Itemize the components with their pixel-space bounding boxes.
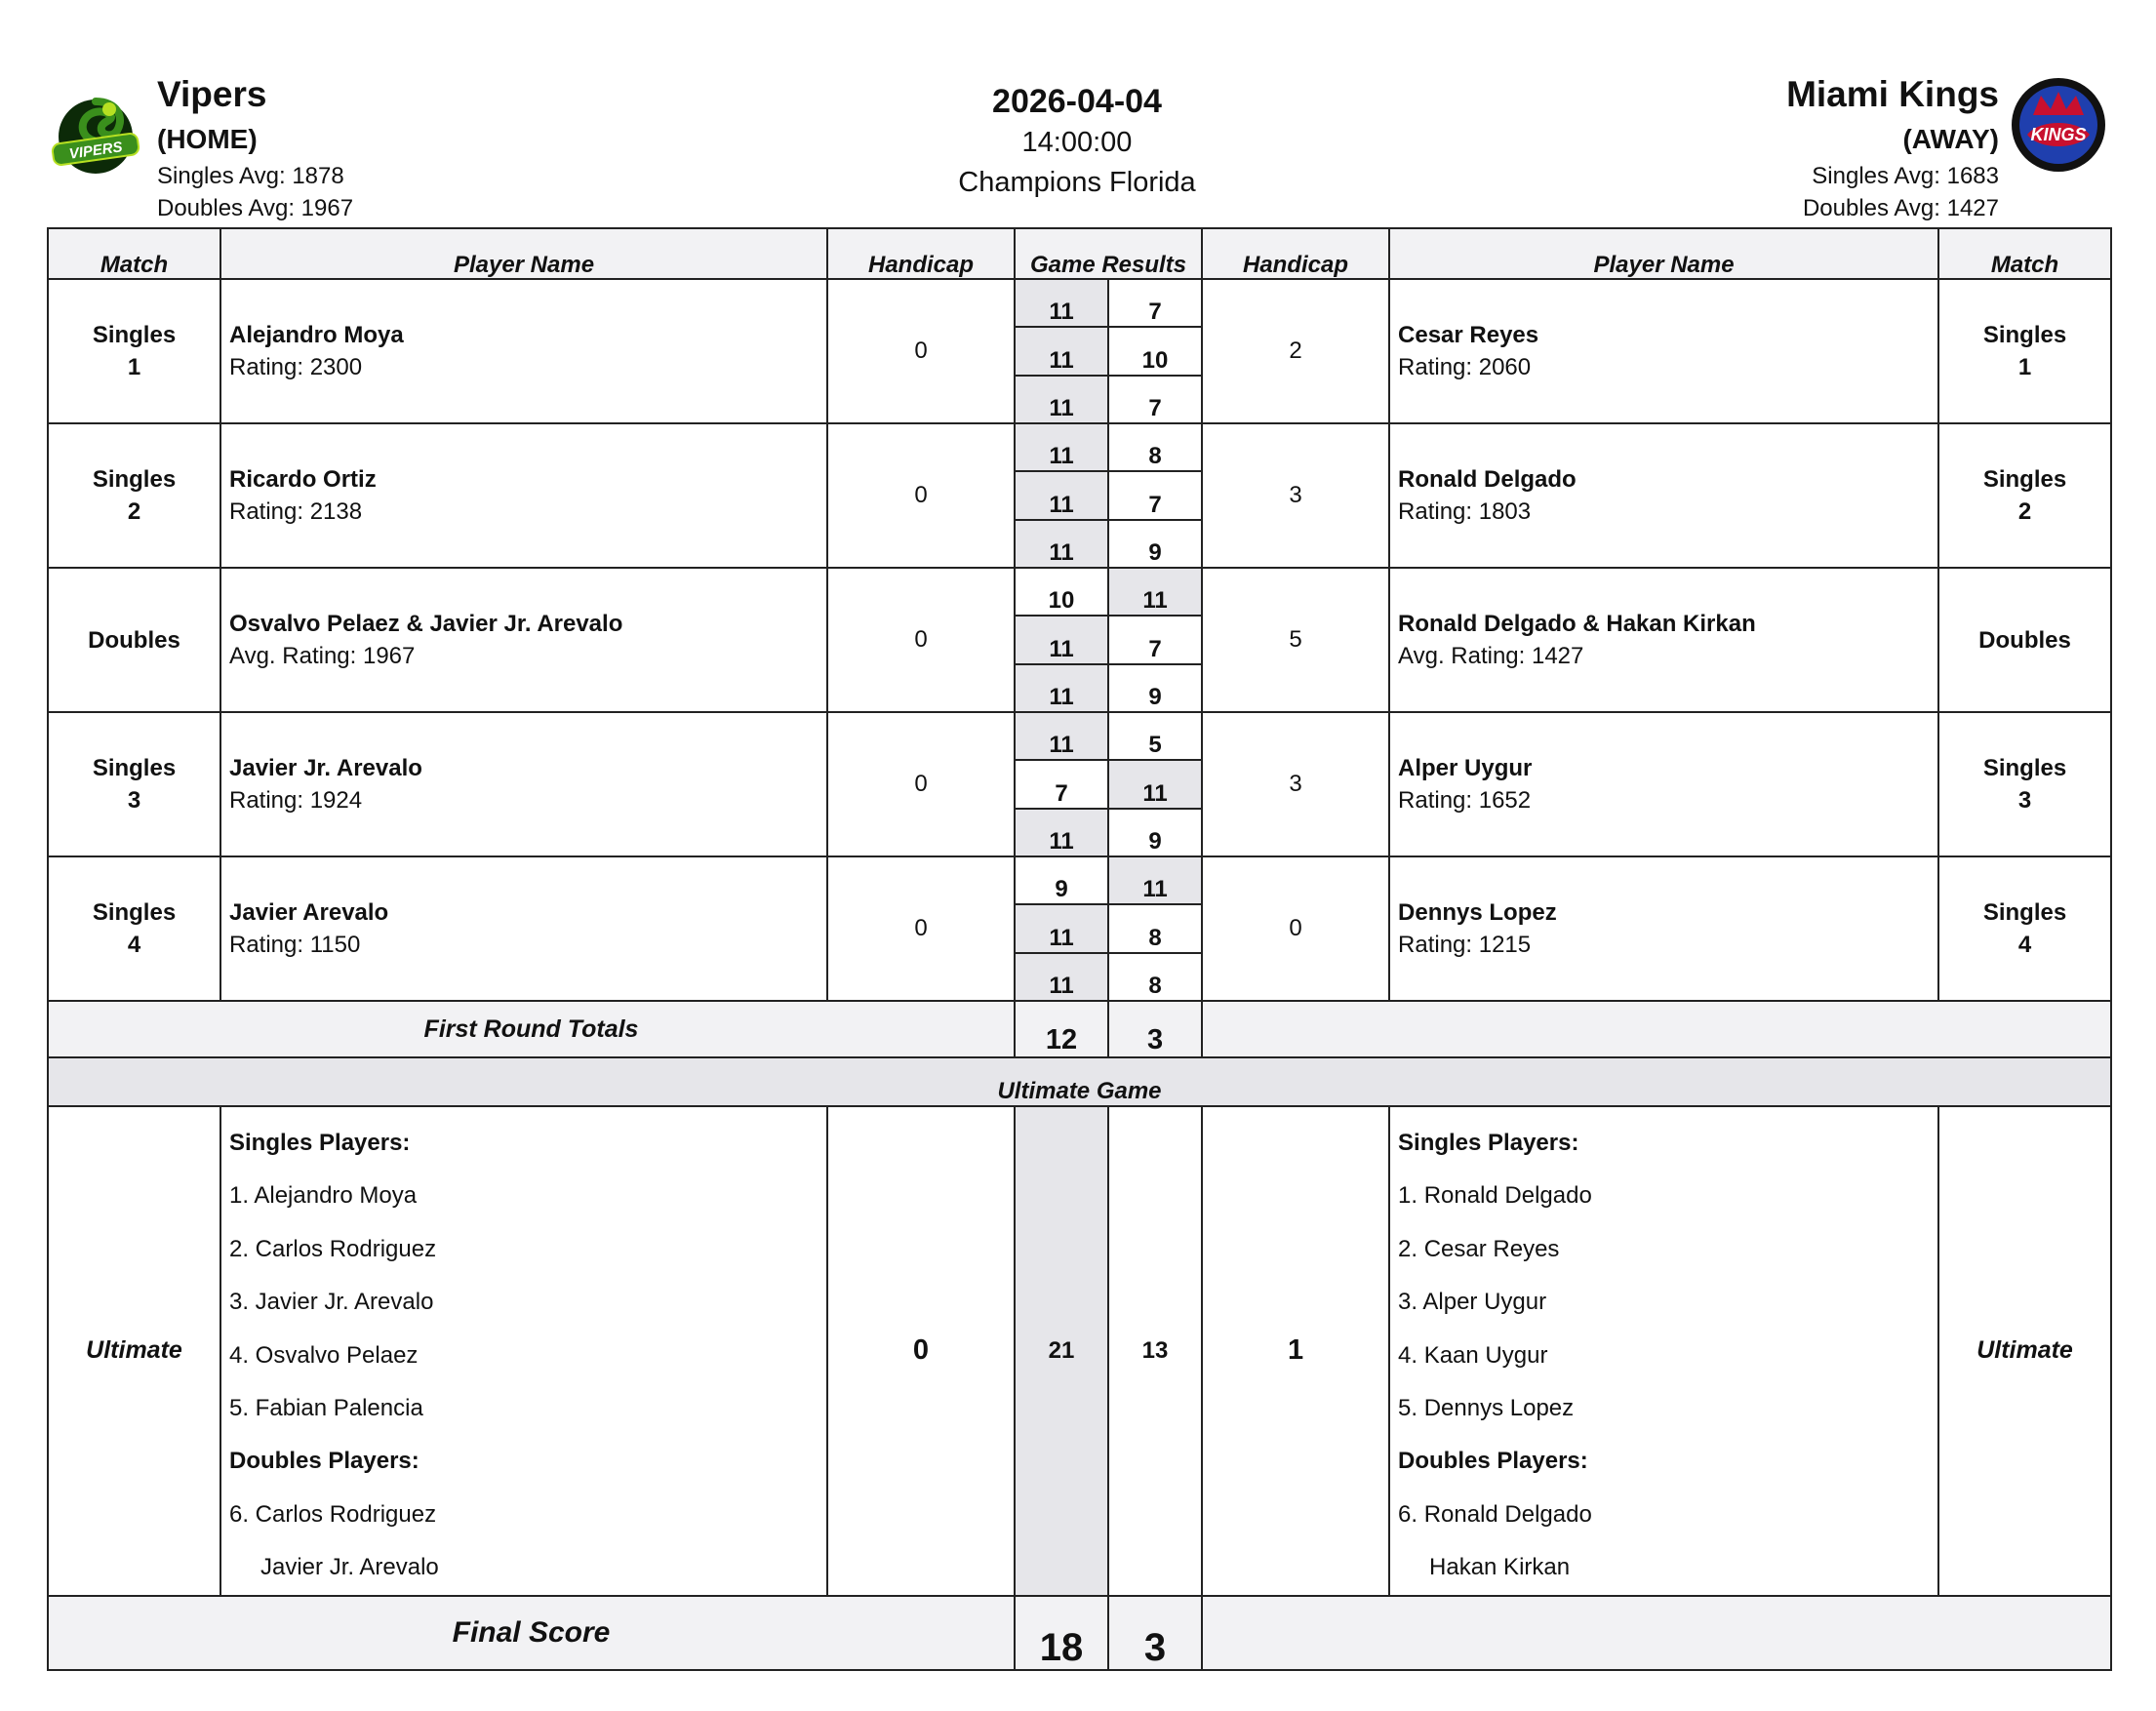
- match-type: Singles: [92, 322, 177, 348]
- first-round-away-total: 3: [1108, 1001, 1202, 1057]
- away-player-rating: Rating: 2060: [1398, 354, 1532, 380]
- match-number: 3: [2017, 787, 2032, 814]
- match-number: 1: [127, 354, 141, 380]
- home-player-cell: [220, 856, 827, 1001]
- home-team-block: [157, 70, 353, 224]
- away-ultimate-label: Ultimate: [1938, 1106, 2111, 1596]
- away-handicap: 3: [1202, 712, 1389, 856]
- game-score: 10: [1048, 587, 1075, 615]
- match-type: Doubles: [1978, 626, 2071, 654]
- game-score: 11: [1016, 903, 1107, 951]
- home-ultimate-score: 21: [1015, 1106, 1108, 1596]
- home-game-scores: [1015, 279, 1108, 423]
- away-game-scores: [1108, 423, 1202, 568]
- home-ultimate-handicap: 0: [827, 1106, 1015, 1596]
- away-player-cell: [1389, 712, 1938, 856]
- home-team-side: (HOME): [157, 124, 258, 154]
- away-singles-player: 1. Ronald Delgado: [1398, 1182, 1592, 1210]
- home-singles-heading: Singles Players:: [229, 1130, 411, 1156]
- match-meta: [958, 80, 1195, 203]
- away-doubles-heading: Doubles Players:: [1398, 1448, 1588, 1475]
- match-type: Doubles: [88, 626, 180, 654]
- match-type: Singles: [1982, 755, 2067, 781]
- home-match-cell: [48, 568, 220, 712]
- home-player-name: Alejandro Moya: [229, 322, 404, 348]
- home-player-cell: [220, 423, 827, 568]
- home-player-cell: [220, 568, 827, 712]
- final-score-spacer: [1202, 1596, 2111, 1670]
- away-singles-avg: Singles Avg: 1683: [1812, 163, 1999, 189]
- home-ultimate-roster: [220, 1106, 827, 1596]
- home-game-scores: [1015, 423, 1108, 568]
- home-team-name: Vipers: [157, 74, 267, 114]
- match-row: [48, 712, 2111, 856]
- game-score: 11: [1109, 857, 1201, 903]
- match-type: Singles: [1982, 322, 2067, 348]
- ultimate-row: [48, 1106, 2111, 1596]
- away-player-name: Alper Uygur: [1398, 755, 1533, 781]
- game-score: 11: [1016, 375, 1107, 422]
- game-score: 10: [1109, 326, 1201, 374]
- away-handicap: 0: [1202, 856, 1389, 1001]
- home-singles-avg: Singles Avg: 1878: [157, 163, 344, 189]
- game-score: 11: [1016, 713, 1107, 759]
- home-doubles-avg: Doubles Avg: 1967: [157, 195, 354, 221]
- game-score: 8: [1148, 443, 1162, 470]
- col-home-player: Player Name: [220, 228, 827, 279]
- away-game-scores: [1108, 568, 1202, 712]
- home-handicap: 0: [827, 568, 1015, 712]
- home-player-cell: [220, 279, 827, 423]
- vipers-logo-text: VIPERS: [67, 139, 124, 163]
- away-team-side: (AWAY): [1902, 124, 1999, 154]
- away-handicap: 2: [1202, 279, 1389, 423]
- away-ultimate-score: 13: [1108, 1106, 1202, 1596]
- home-match-cell: [48, 856, 220, 1001]
- col-game-results: Game Results: [1015, 228, 1202, 279]
- ultimate-game-title: Ultimate Game: [48, 1057, 2111, 1106]
- away-player-rating: Rating: 1803: [1398, 498, 1532, 525]
- game-score: 11: [1016, 280, 1107, 326]
- home-player-rating: Rating: 1924: [229, 787, 363, 814]
- away-player-cell: [1389, 568, 1938, 712]
- away-handicap: 3: [1202, 423, 1389, 568]
- game-score: 7: [1109, 615, 1201, 662]
- away-match-cell: [1938, 856, 2111, 1001]
- home-singles-player: 3. Javier Jr. Arevalo: [229, 1289, 434, 1316]
- away-match-cell: [1938, 712, 2111, 856]
- game-score: 7: [1148, 298, 1162, 326]
- away-player-rating: Rating: 1652: [1398, 787, 1532, 814]
- away-player-rating: Avg. Rating: 1427: [1398, 643, 1584, 669]
- game-score: 11: [1016, 663, 1107, 711]
- home-player-rating: Avg. Rating: 1967: [229, 643, 416, 669]
- home-player-name: Javier Jr. Arevalo: [229, 755, 422, 781]
- column-header-row: [48, 228, 2111, 279]
- match-row: [48, 856, 2111, 1001]
- home-match-cell: [48, 712, 220, 856]
- match-type: Singles: [92, 755, 177, 781]
- away-game-scores: [1108, 856, 1202, 1001]
- home-singles-player: 4. Osvalvo Pelaez: [229, 1341, 419, 1369]
- match-type: Singles: [92, 899, 177, 926]
- home-game-scores: [1015, 856, 1108, 1001]
- col-away-handicap: Handicap: [1202, 228, 1389, 279]
- away-singles-player: 3. Alper Uygur: [1398, 1289, 1547, 1316]
- match-date: 2026-04-04: [992, 83, 1162, 120]
- home-player-rating: Rating: 2138: [229, 498, 363, 525]
- match-type: Singles: [92, 466, 177, 493]
- match-number: 1: [2017, 354, 2032, 380]
- match-header: [47, 59, 2107, 219]
- first-round-totals-spacer: [1202, 1001, 2111, 1057]
- away-match-cell: [1938, 279, 2111, 423]
- away-doubles-player: 6. Ronald Delgado: [1398, 1500, 1592, 1528]
- away-singles-player: 5. Dennys Lopez: [1398, 1395, 1575, 1422]
- home-singles-player: 2. Carlos Rodriguez: [229, 1235, 437, 1262]
- match-venue: Champions Florida: [958, 167, 1196, 198]
- away-doubles-avg: Doubles Avg: 1427: [1802, 195, 1999, 221]
- final-away-score: 3: [1108, 1596, 1202, 1670]
- first-round-totals-row: [48, 1001, 2111, 1057]
- game-score: 7: [1109, 470, 1201, 518]
- scoresheet-table: [47, 227, 2112, 1671]
- home-game-scores: [1015, 712, 1108, 856]
- match-number: 4: [2017, 932, 2032, 958]
- game-score: 11: [1016, 326, 1107, 374]
- miami-kings-logo-text: KINGS: [2030, 125, 2087, 144]
- match-number: 3: [127, 787, 141, 814]
- home-match-cell: [48, 423, 220, 568]
- first-round-home-total: 12: [1015, 1001, 1108, 1057]
- game-score: 5: [1148, 732, 1162, 759]
- home-handicap: 0: [827, 856, 1015, 1001]
- game-score: 11: [1109, 569, 1201, 615]
- col-away-player: Player Name: [1389, 228, 1938, 279]
- away-doubles-player: Hakan Kirkan: [1429, 1554, 1571, 1581]
- home-player-rating: Rating: 1150: [229, 932, 361, 958]
- home-player-name: Osvalvo Pelaez & Javier Jr. Arevalo: [229, 611, 623, 637]
- away-match-cell: [1938, 568, 2111, 712]
- game-score: 11: [1016, 952, 1107, 1000]
- game-score: 8: [1109, 952, 1201, 1000]
- game-score: 11: [1016, 470, 1107, 518]
- match-number: 4: [127, 932, 141, 958]
- game-score: 7: [1109, 375, 1201, 422]
- home-player-name: Javier Arevalo: [229, 899, 389, 926]
- home-player-cell: [220, 712, 827, 856]
- match-row: [48, 568, 2111, 712]
- home-doubles-player: 6. Carlos Rodriguez: [229, 1500, 437, 1528]
- miami-kings-logo: [2010, 76, 2107, 174]
- away-team-name: Miami Kings: [1786, 74, 1999, 114]
- away-player-cell: [1389, 856, 1938, 1001]
- away-ultimate-handicap: 1: [1202, 1106, 1389, 1596]
- match-row: [48, 279, 2111, 423]
- away-singles-heading: Singles Players:: [1398, 1130, 1579, 1156]
- away-player-name: Ronald Delgado & Hakan Kirkan: [1398, 611, 1756, 637]
- away-game-scores: [1108, 279, 1202, 423]
- away-player-cell: [1389, 423, 1938, 568]
- vipers-logo: [47, 88, 144, 185]
- game-score: 11: [1109, 759, 1201, 807]
- home-game-scores: [1015, 568, 1108, 712]
- home-handicap: 0: [827, 423, 1015, 568]
- match-number: 2: [2017, 498, 2032, 525]
- home-player-name: Ricardo Ortiz: [229, 466, 377, 493]
- home-doubles-player: Javier Jr. Arevalo: [260, 1554, 439, 1581]
- away-singles-player: 4. Kaan Uygur: [1398, 1341, 1548, 1369]
- game-score: 11: [1016, 424, 1107, 470]
- game-score: 9: [1109, 519, 1201, 567]
- final-home-score: 18: [1015, 1596, 1108, 1670]
- away-game-scores: [1108, 712, 1202, 856]
- home-singles-player: 1. Alejandro Moya: [229, 1182, 418, 1210]
- first-round-totals-label: First Round Totals: [48, 1001, 1015, 1057]
- game-score: 9: [1109, 808, 1201, 856]
- game-score: 9: [1055, 876, 1068, 903]
- home-singles-player: 5. Fabian Palencia: [229, 1395, 423, 1422]
- away-player-name: Ronald Delgado: [1398, 466, 1577, 493]
- final-score-label: Final Score: [48, 1596, 1015, 1670]
- final-score-row: [48, 1596, 2111, 1670]
- game-score: 9: [1109, 663, 1201, 711]
- home-player-rating: Rating: 2300: [229, 354, 363, 380]
- home-ultimate-label: Ultimate: [48, 1106, 220, 1596]
- away-ultimate-roster: [1389, 1106, 1938, 1596]
- match-type: Singles: [1982, 899, 2067, 926]
- away-player-cell: [1389, 279, 1938, 423]
- away-handicap: 5: [1202, 568, 1389, 712]
- col-away-match: Match: [1938, 228, 2111, 279]
- away-team-block: [1786, 70, 1999, 224]
- col-home-handicap: Handicap: [827, 228, 1015, 279]
- col-home-match: Match: [48, 228, 220, 279]
- match-type: Singles: [1982, 466, 2067, 493]
- home-handicap: 0: [827, 712, 1015, 856]
- game-score: 8: [1109, 903, 1201, 951]
- match-row: [48, 423, 2111, 568]
- match-time: 14:00:00: [1021, 127, 1133, 158]
- away-match-cell: [1938, 423, 2111, 568]
- game-score: 11: [1016, 615, 1107, 662]
- away-player-rating: Rating: 1215: [1398, 932, 1532, 958]
- game-score: 11: [1016, 808, 1107, 856]
- home-doubles-heading: Doubles Players:: [229, 1448, 419, 1475]
- away-singles-player: 2. Cesar Reyes: [1398, 1235, 1560, 1262]
- home-handicap: 0: [827, 279, 1015, 423]
- ultimate-game-header-row: [48, 1057, 2111, 1106]
- away-player-name: Dennys Lopez: [1398, 899, 1557, 926]
- match-number: 2: [127, 498, 141, 525]
- home-match-cell: [48, 279, 220, 423]
- game-score: 7: [1016, 759, 1107, 807]
- game-score: 11: [1016, 519, 1107, 567]
- away-player-name: Cesar Reyes: [1398, 322, 1539, 348]
